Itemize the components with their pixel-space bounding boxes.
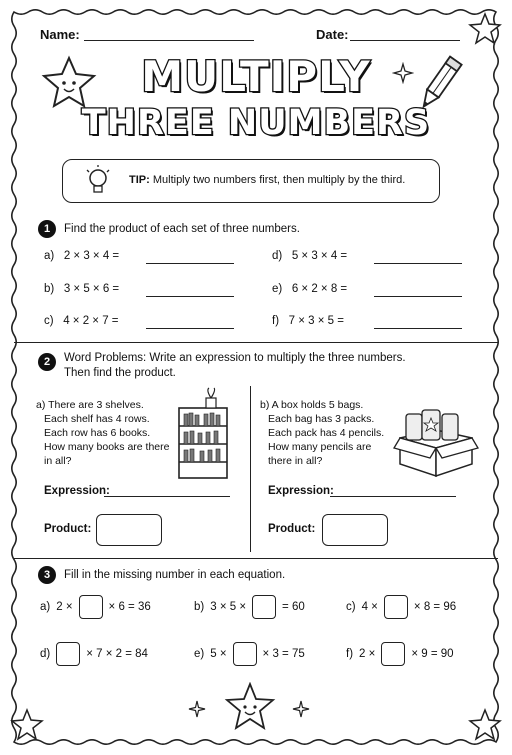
product-label-b: Product: (268, 523, 316, 535)
missing-number-box[interactable] (384, 595, 408, 619)
name-label: Name: (40, 27, 80, 42)
problem-c: c) 4 × 2 × 7 = (44, 315, 119, 327)
star-icon (468, 708, 502, 742)
tip-box (62, 159, 440, 203)
answer-line-b[interactable] (146, 296, 234, 297)
title-line-1: MULTIPLY (141, 52, 371, 101)
problem-f: f) 7 × 3 × 5 = (272, 315, 344, 327)
missing-number-box[interactable] (381, 642, 405, 666)
answer-line-c[interactable] (146, 328, 234, 329)
answer-line-e[interactable] (374, 296, 462, 297)
equation-c: c) 4 × × 8 = 96 (346, 595, 456, 619)
equation-e: e) 5 × × 3 = 75 (194, 642, 305, 666)
sparkle-icon (292, 700, 310, 718)
title-line-2: THREE NUMBERS (81, 103, 431, 143)
section-2-title: Word Problems: Write an expression to multiply the three numbers. Then find the product. (64, 352, 406, 379)
tip-label: TIP: (129, 174, 150, 186)
equation-f: f) 2 × × 9 = 90 (346, 642, 454, 666)
expression-field-a[interactable] (104, 496, 230, 497)
column-divider (250, 386, 251, 552)
date-label: Date: (316, 27, 349, 42)
divider (14, 342, 498, 343)
tip-text: Multiply two numbers first, then multiply by the third. (152, 174, 406, 186)
smiling-star-icon (222, 682, 278, 732)
answer-line-d[interactable] (374, 263, 462, 264)
word-problem-b: b) A box holds 5 bags. Each bag has 3 packs. Each pack has 4 pencils. How many pencils are there in all? (260, 399, 385, 467)
section-3-badge: 3 (38, 566, 56, 584)
lightbulb-icon (83, 164, 113, 198)
star-icon (468, 12, 502, 46)
bookshelf-icon (176, 386, 230, 480)
section-2-badge: 2 (38, 353, 56, 371)
product-box-a[interactable] (96, 514, 162, 546)
product-box-b[interactable] (322, 514, 388, 546)
answer-line-f[interactable] (374, 328, 462, 329)
equation-b: b) 3 × 5 × = 60 (194, 595, 305, 619)
expression-label-b: Expression: (268, 485, 334, 497)
section-1-badge: 1 (38, 220, 56, 238)
section-3-title: Fill in the missing number in each equation. (64, 569, 286, 581)
date-field[interactable] (350, 40, 460, 41)
box-icon (392, 404, 480, 478)
missing-number-box[interactable] (56, 642, 80, 666)
divider (14, 558, 498, 559)
equation-d: d) × 7 × 2 = 84 (40, 642, 148, 666)
answer-line-a[interactable] (146, 263, 234, 264)
problem-e: e) 6 × 2 × 8 = (272, 283, 348, 295)
expression-field-b[interactable] (330, 496, 456, 497)
problem-b: b) 3 × 5 × 6 = (44, 283, 120, 295)
equation-a: a) 2 × × 6 = 36 (40, 595, 151, 619)
expression-label-a: Expression: (44, 485, 110, 497)
name-field[interactable] (84, 40, 254, 41)
missing-number-box[interactable] (233, 642, 257, 666)
word-problem-a: a) There are 3 shelves. Each shelf has 4 rows. Each row has 6 books. How many books are there in all? (36, 399, 170, 467)
star-icon (10, 708, 44, 742)
missing-number-box[interactable] (79, 595, 103, 619)
missing-number-box[interactable] (252, 595, 276, 619)
problem-d: d) 5 × 3 × 4 = (272, 250, 348, 262)
section-1-title: Find the product of each set of three numbers. (64, 223, 300, 235)
problem-a: a) 2 × 3 × 4 = (44, 250, 120, 262)
sparkle-icon (188, 700, 206, 718)
product-label-a: Product: (44, 523, 92, 535)
